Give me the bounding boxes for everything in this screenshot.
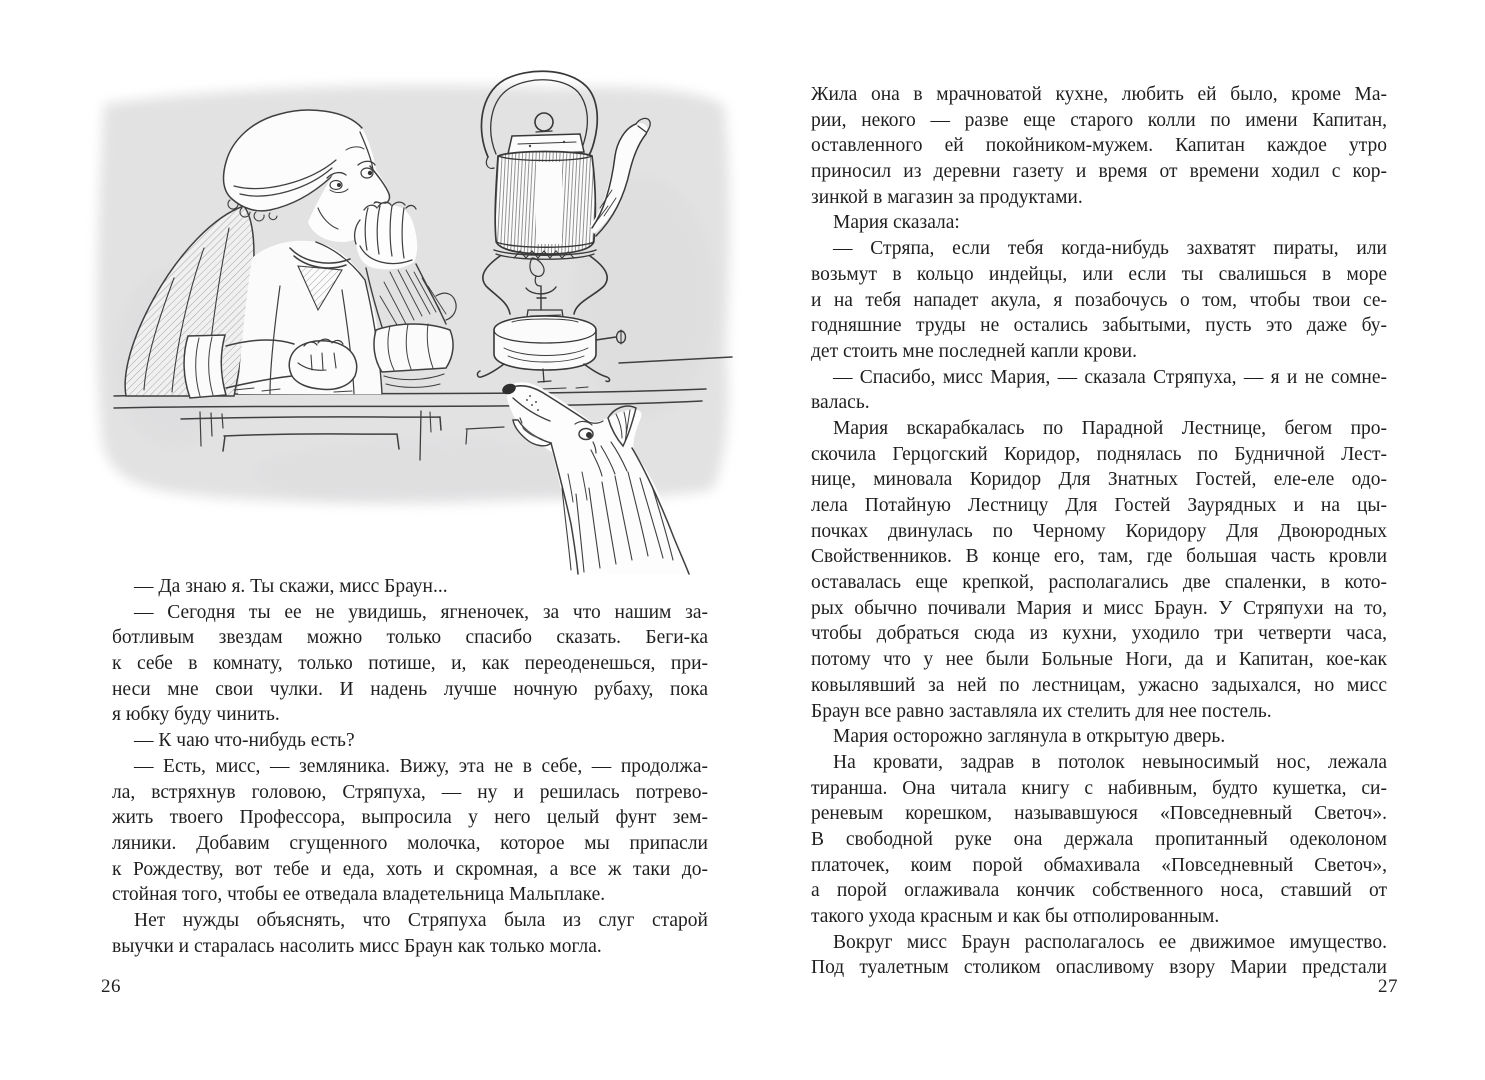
text-line: — Есть, мисс, — земляника. Вижу, эта не в себе, — продолжа- <box>134 755 708 777</box>
left-page-text <box>112 574 708 959</box>
text-line: Мария осторожно заглянула в открытую дверь. <box>833 726 1226 748</box>
text-line: — Стряпа, если тебя когда-нибудь захватят пираты, или <box>833 238 1387 260</box>
text-line: платочек, коим порой обмахивала «Повседневный Светоч», <box>811 854 1387 876</box>
text-line: Мария вскарабкалась по Парадной Лестнице, бегом про- <box>833 417 1387 439</box>
text-line: ляники. Добавим сгущенного молочка, которое мы припасли <box>112 832 708 854</box>
cook-kettle-collie-illustration <box>84 58 740 578</box>
text-line: а порой оглаживала кончик собственного носа, ставший от <box>811 880 1387 902</box>
text-line: Мария сказала: <box>833 212 960 234</box>
text-line: приносил из деревни газету и время от времени ходил с кор- <box>811 161 1387 183</box>
text-line: чтобы добраться сюда из кухни, уходило три четверти часа, <box>811 623 1387 645</box>
text-line: рии, некого — разве еще старого колли по имени Капитан, <box>811 109 1387 131</box>
text-line: тиранша. Она читала книгу с набивным, будто кушетка, си- <box>811 777 1387 799</box>
text-line: — Сегодня ты ее не увидишь, ягненочек, за что нашим за- <box>134 601 708 623</box>
text-line: Жила она в мрачноватой кухне, любить ей было, кроме Ма- <box>811 84 1387 105</box>
text-line: Свойственников. В конце его, там, где большая часть кровли <box>811 546 1387 568</box>
text-line: ботливым звездам можно только спасибо сказать. Беги-ка <box>112 627 708 649</box>
text-line: лела Потайную Лестницу Для Гостей Заурядных и на цы- <box>811 495 1387 516</box>
text-line: потому что у нее были Больные Ноги, да и Капитан, кое-как <box>811 649 1387 671</box>
text-line: выучки и старалась насолить мисс Браун как только могла. <box>112 935 602 957</box>
text-line: оставалась еще крепкой, располагались две спаленки, в кото- <box>811 572 1387 594</box>
text-line: — Спасибо, мисс Мария, — сказала Стряпуха, — я и не сомне- <box>833 366 1387 388</box>
text-line: скочила Герцогский Коридор, поднялась по Будничной Лест- <box>811 443 1387 465</box>
right-page-text <box>811 82 1387 981</box>
text-line: почках двинулась по Черному Коридору Для Двоюродных <box>811 520 1387 542</box>
text-line: Нет нужды объяснять, что Стряпуха была из слуг старой <box>134 909 708 931</box>
text-line: реневым корешком, называвшуюся «Повседневный Светоч». <box>811 803 1387 825</box>
text-line: оставленного ей покойником-мужем. Капитан каждое утро <box>811 135 1387 157</box>
text-line: такого ухода красным и как бы отполированным. <box>811 906 1220 927</box>
text-line: ковылявший за ней по лестницам, ужасно задыхался, но мисс <box>811 674 1387 696</box>
text-line: я юбку буду чинить. <box>112 704 280 726</box>
text-line: — Да знаю я. Ты скажи, мисс Браун... <box>134 576 448 597</box>
page-number-right: 27 <box>1378 976 1398 997</box>
text-line: и на тебя нападет акула, я позабочусь о том, чтобы твои се- <box>811 289 1387 311</box>
text-line: Вокруг мисс Браун располагалось ее движимое имущество. <box>833 931 1387 953</box>
text-line: зинкой в магазин за продуктами. <box>811 186 1083 208</box>
page-number-left: 26 <box>101 976 121 997</box>
text-line: — К чаю что-нибудь есть? <box>134 730 355 752</box>
text-line: стойная того, чтобы ее отведала владетельница Мальплаке. <box>112 884 606 906</box>
page-right <box>742 0 1485 1080</box>
text-line: валась. <box>811 392 870 414</box>
text-line: дет стоить мне последней капли крови. <box>811 340 1137 362</box>
text-line: возьмут в кольцо индейцы, или если ты свалишься в море <box>811 263 1387 285</box>
text-line: Браун все равно заставляла их стелить для нее постель. <box>811 700 1272 722</box>
page-left <box>0 0 742 1080</box>
text-line: к Рождеству, вот тебе и еда, хоть и скромная, а все ж таки до- <box>112 858 708 880</box>
text-line: к себе в комнату, только потише, и, как переоденешься, при- <box>112 653 708 675</box>
text-line: Под туалетным столиком опасливому взору Марии предстали <box>811 957 1387 979</box>
text-line: рых обычно почивали Мария и мисс Браун. У Стряпухи на то, <box>811 597 1387 619</box>
text-line: неси мне свои чулки. И надень лучше ночную рубаху, пока <box>112 678 708 700</box>
text-line: годняшние труды не остались забытыми, пусть это даже бу- <box>811 315 1387 337</box>
text-line: В свободной руке она держала пропитанный одеколоном <box>811 828 1387 850</box>
text-line: жить твоего Профессора, выпросила у него целый фунт зем- <box>112 807 708 829</box>
text-line: ла, встряхнув головою, Стряпуха, — ну и решилась потрево- <box>112 781 708 803</box>
text-line: На кровати, задрав в потолок невыносимый нос, лежала <box>833 751 1387 773</box>
text-line: нице, миновала Коридор Для Знатных Гостей, еле-еле одо- <box>811 469 1387 491</box>
